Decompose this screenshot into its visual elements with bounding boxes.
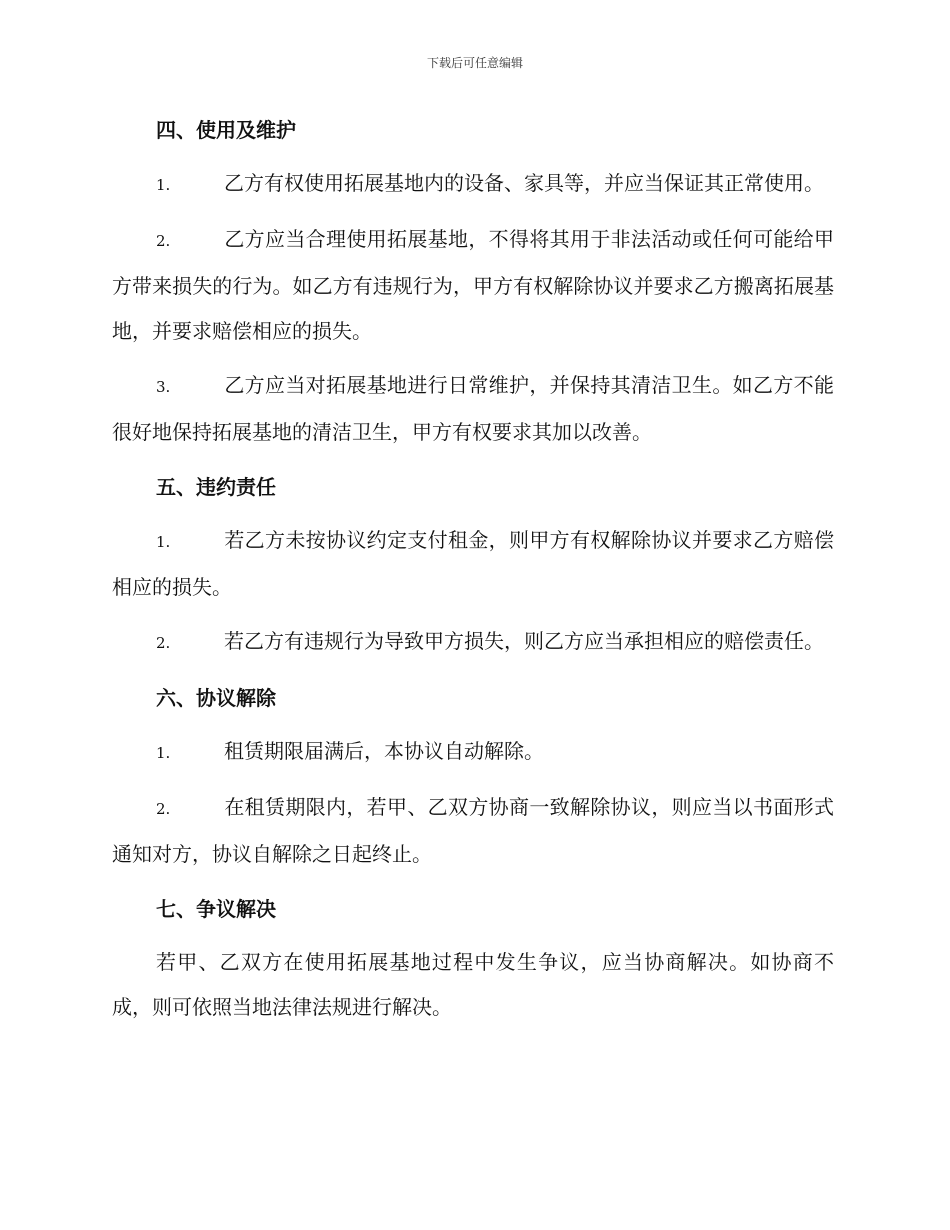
clause-text: 若乙方未按协议约定支付租金，则甲方有权解除协议并要求乙方赔偿相应的损失。 xyxy=(112,528,834,599)
clause-text: 乙方应当对拓展基地进行日常维护，并保持其清洁卫生。如乙方不能很好地保持拓展基地的清洁卫生，甲方有权要求其加以改善。 xyxy=(112,373,834,444)
clause-text: 租赁期限届满后，本协议自动解除。 xyxy=(224,739,544,763)
clause-number: 1. xyxy=(156,176,171,194)
dispute-paragraph: 若甲、乙双方在使用拓展基地过程中发生争议，应当协商解决。如协商不成，则可依照当地法律法规进行解决。 xyxy=(112,950,834,1019)
document-body xyxy=(112,108,834,1030)
section-title-termination: 六、协议解除 xyxy=(156,686,276,710)
section-title-usage-maintenance: 四、使用及维护 xyxy=(156,118,296,142)
clause-6-1 xyxy=(112,729,834,776)
clause-number: 2. xyxy=(156,634,171,652)
clause-number: 1. xyxy=(156,744,171,762)
section-title-dispute-resolution: 七、争议解决 xyxy=(156,897,276,921)
clause-number: 2. xyxy=(156,232,171,250)
header-note: 下载后可任意编辑 xyxy=(426,56,523,70)
clause-number: 2. xyxy=(156,800,171,818)
section-title-breach-liability: 五、违约责任 xyxy=(156,475,276,499)
clause-number: 3. xyxy=(156,378,171,396)
clause-4-3 xyxy=(112,363,834,455)
clause-4-2 xyxy=(112,217,834,354)
clause-text: 乙方应当合理使用拓展基地，不得将其用于非法活动或任何可能给甲方带来损失的行为。如乙方有违规行为，甲方有权解除协议并要求乙方搬离拓展基地，并要求赔偿相应的损失。 xyxy=(112,227,834,343)
clause-text: 乙方有权使用拓展基地内的设备、家具等，并应当保证其正常使用。 xyxy=(224,171,824,195)
clause-5-2 xyxy=(112,619,834,666)
clause-6-2 xyxy=(112,785,834,877)
clause-text: 若乙方有违规行为导致甲方损失，则乙方应当承担相应的赔偿责任。 xyxy=(224,629,824,653)
clause-number: 1. xyxy=(156,533,171,551)
clause-text: 在租赁期限内，若甲、乙双方协商一致解除协议，则应当以书面形式通知对方，协议自解除之日起终止。 xyxy=(112,795,834,866)
clause-5-1 xyxy=(112,518,834,610)
clause-4-1 xyxy=(112,161,834,208)
